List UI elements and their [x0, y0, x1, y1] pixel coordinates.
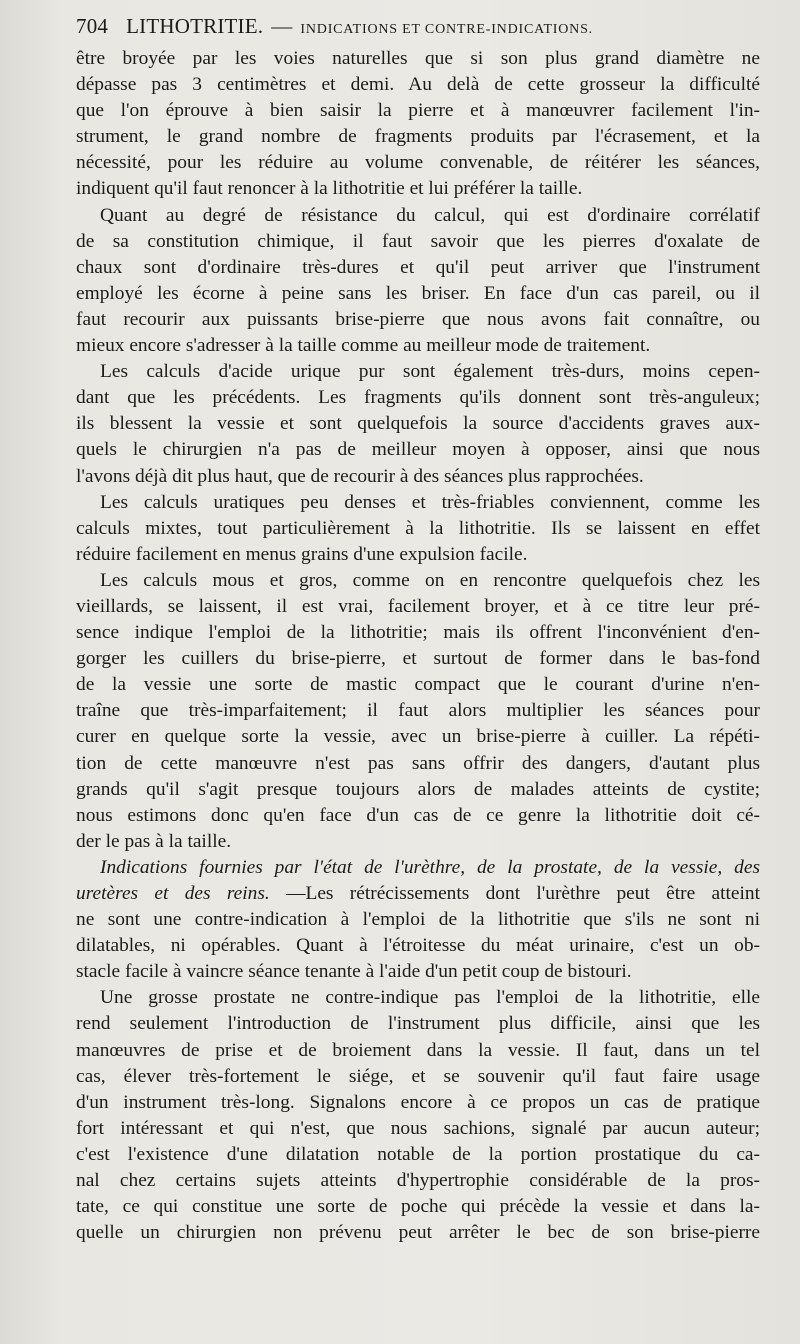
text-line: faut recourir aux puissants brise-pierre que nous avons fait connaître, ou: [76, 308, 760, 330]
text-line: dilatables, ni opérables. Quant à l'étroitesse du méat urinaire, c'est un ob-: [76, 935, 760, 957]
text-line: d'un instrument très-long. Signalons encore à ce propos un cas de pratique: [76, 1091, 760, 1113]
text-line: de sa constitution chimique, il faut savoir que les pierres d'oxalate de: [76, 230, 760, 252]
text-line: der le pas à la taille.: [76, 830, 232, 852]
text-line: vieillards, se laissent, il est vrai, facilement broyer, et à ce titre leur pré-: [76, 595, 760, 617]
text-line: mieux encore s'adresser à la taille comme au meilleur mode de traitement.: [76, 335, 651, 357]
text-line: que l'on éprouve à bien saisir la pierre et à manœuvrer facilement l'in-: [76, 100, 760, 122]
text-line: stacle facile à vaincre séance tenante à l'aide d'un petit coup de bistouri.: [76, 961, 632, 983]
text-line: grands qu'il s'agit presque toujours alors de malades atteints de cystite;: [76, 778, 760, 800]
text-line: traîne que très-imparfaitement; il faut alors multiplier les séances pour: [76, 700, 760, 722]
text-line: ne sont une contre-indication à l'emploi de la lithotritie que s'ils ne sont ni: [76, 909, 760, 931]
page-number: 704: [76, 14, 109, 38]
text-line: nous estimons donc qu'en face d'un cas de ce genre la lithotritie doit cé-: [76, 804, 760, 826]
text-line: curer en quelque sorte la vessie, avec un brise-pierre à cuiller. La répéti-: [76, 726, 760, 748]
text-line: être broyée par les voies naturelles que si son plus grand diamètre ne: [76, 48, 760, 69]
text-line: c'est l'existence d'une dilatation notable de la portion prostatique du ca-: [76, 1143, 760, 1165]
text-line: sence indique l'emploi de la lithotritie; mais ils offrent l'inconvénient d'en-: [76, 622, 760, 644]
text-line: fort intéressant et qui n'est, que nous sachions, signalé par aucun auteur;: [76, 1117, 760, 1139]
running-dash: —: [271, 14, 293, 38]
section-heading-continuation: uretères et des reins.: [76, 883, 270, 904]
text-line: indiquent qu'il faut renoncer à la lithotritie et lui préférer la taille.: [76, 178, 583, 200]
text-line: nal chez certains sujets atteints d'hypertrophie considérable de la pros-: [76, 1170, 760, 1192]
section-heading-line: Indications fournies par l'état de l'urèthre, de la prostate, de la vessie, des: [100, 856, 760, 878]
text-line: tion de cette manœuvre n'est pas sans offrir des dangers, d'autant plus: [76, 752, 760, 774]
text-segment: —Les rétrécissements dont l'urèthre peut être atteint: [269, 883, 760, 904]
text-line: ils blessent la vessie et sont quelquefois la source d'accidents graves aux-: [76, 413, 760, 435]
text-line: gorger les cuillers du brise-pierre, et surtout de former dans le bas-fond: [76, 648, 760, 670]
text-line: calculs mixtes, tout particulièrement à la lithotritie. Ils se laissent en effet: [76, 517, 760, 539]
text-line: rend seulement l'introduction de l'instrument plus difficile, ainsi que les: [76, 1013, 760, 1035]
text-line: Les calculs mous et gros, comme on en rencontre quelquefois chez les: [100, 569, 760, 591]
text-line: manœuvres de prise et de broiement dans la vessie. Il faut, dans un tel: [76, 1039, 760, 1061]
text-line: de la vessie une sorte de mastic compact que le courant d'urine n'en-: [76, 674, 760, 696]
text-line: Les calculs d'acide urique pur sont également très-durs, moins cepen-: [100, 361, 760, 383]
text-line: chaux sont d'ordinaire très-dures et qu'il peut arriver que l'instrument: [76, 256, 760, 278]
text-line: strument, le grand nombre de fragments produits par l'écrasement, et la: [76, 126, 760, 148]
text-line: nécessité, pour les réduire au volume convenable, de réitérer les séances,: [76, 152, 760, 174]
body-text: [76, 46, 760, 1246]
text-line: [76, 881, 760, 907]
text-line: dépasse pas 3 centimètres et demi. Au delà de cette grosseur la difficulté: [76, 74, 760, 96]
text-line: tate, ce qui constitue une sorte de poche qui précède la vessie et dans la-: [76, 1196, 760, 1218]
text-line: Les calculs uratiques peu denses et très-friables conviennent, comme les: [100, 491, 760, 513]
running-title: LITHOTRITIE.: [126, 14, 264, 38]
text-line: Quant au degré de résistance du calcul, qui est d'ordinaire corrélatif: [100, 204, 760, 226]
text-line: cas, élever très-fortement le siége, et se souvenir qu'il faut faire usage: [76, 1065, 760, 1087]
running-header: [76, 14, 760, 46]
text-line: dant que les précédents. Les fragments qu'ils donnent sont très-anguleux;: [76, 387, 760, 409]
text-line: quelle un chirurgien non prévenu peut arrêter le bec de son brise-pierre: [76, 1222, 760, 1244]
text-line: quels le chirurgien n'a pas de meilleur moyen à opposer, ainsi que nous: [76, 439, 760, 461]
text-line: Une grosse prostate ne contre-indique pas l'emploi de la lithotritie, elle: [100, 987, 760, 1009]
text-line: employé les écorne à peine sans les briser. En face d'un cas pareil, ou il: [76, 282, 760, 304]
running-subtitle: INDICATIONS ET CONTRE-INDICATIONS.: [300, 22, 593, 37]
text-line: réduire facilement en menus grains d'une expulsion facile.: [76, 543, 528, 565]
text-line: l'avons déjà dit plus haut, que de recourir à des séances plus rapprochées.: [76, 465, 644, 487]
